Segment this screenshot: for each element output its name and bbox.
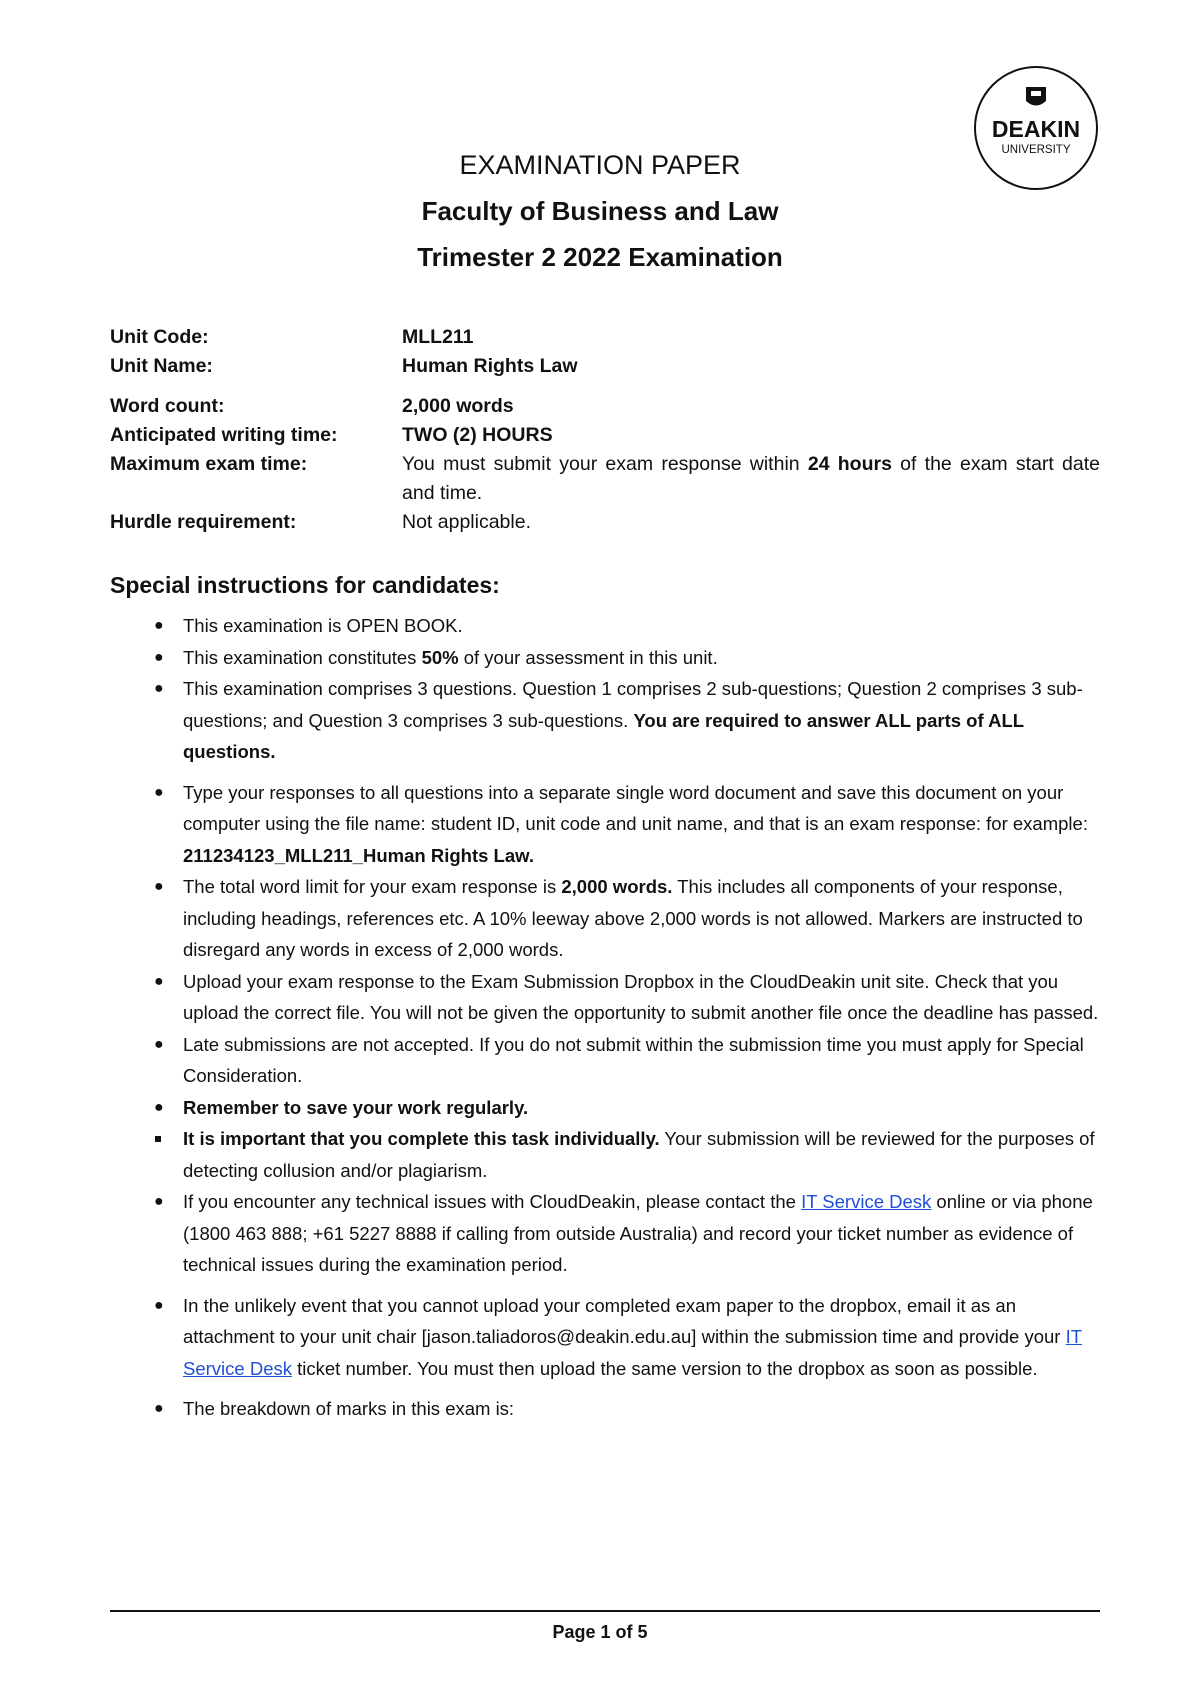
bullet-icon: ● bbox=[154, 617, 164, 634]
page-number: Page 1 of 5 bbox=[552, 1622, 648, 1642]
list-item: ● Remember to save your work regularly. bbox=[110, 1092, 1100, 1124]
list-item: ● In the unlikely event that you cannot upload your completed exam paper to the dropbox, email it as an attachment to your unit chair [jason.taliadoros@deakin.edu.au] within the submission time and provide your IT Service Desk ticket number. You must then upload the same version to the dropbox as soon as possible. bbox=[110, 1290, 1100, 1385]
unit-code-label: Unit Code: bbox=[110, 326, 209, 348]
word-count-value: 2,000 words bbox=[402, 395, 514, 417]
hurdle-label: Hurdle requirement: bbox=[110, 511, 297, 533]
word-count-label: Word count: bbox=[110, 395, 225, 417]
list-item: ● The total word limit for your exam response is 2,000 words. This includes all components of your response, including headings, references etc. A 10% leeway above 2,000 words is not allowed. Markers are instructed to disregard any words in excess of 2,000 words. bbox=[110, 871, 1100, 966]
list-item: ● Upload your exam response to the Exam Submission Dropbox in the CloudDeakin unit site. Check that you upload the correct file. You will not be given the opportunity to submit another file once the deadline has passed. bbox=[110, 966, 1100, 1029]
bullet-icon: ● bbox=[154, 972, 164, 990]
word-count-row bbox=[110, 392, 1100, 421]
max-time-label: Maximum exam time: bbox=[110, 453, 308, 475]
list-item: ● This examination constitutes 50% of your assessment in this unit. bbox=[110, 642, 1100, 674]
list-item: It is important that you complete this task individually. Your submission will be reviewed for the purposes of detecting collusion and/or plagiarism. bbox=[110, 1123, 1100, 1186]
logo-name: DEAKIN bbox=[991, 116, 1081, 142]
unit-name-value: Human Rights Law bbox=[402, 355, 578, 377]
bullet-icon: ● bbox=[154, 680, 164, 697]
hurdle-row bbox=[110, 508, 1100, 537]
list-item: ● Type your responses to all questions into a separate single word document and save this document on your computer using the file name: student ID, unit code and unit name, and that is an exam response: for example: 211234123_MLL211_Human Rights Law. bbox=[110, 777, 1100, 872]
unit-info-group-1 bbox=[110, 323, 1100, 381]
unit-code-value: MLL211 bbox=[402, 326, 474, 348]
logo-subtitle: UNIVERSITY bbox=[1001, 144, 1071, 156]
footer-divider bbox=[110, 1610, 1100, 1612]
list-item: ● If you encounter any technical issues with CloudDeakin, please contact the IT Service Desk online or via phone (1800 463 888; +61 5227 8888 if calling from outside Australia) and record your ticket number as evidence of technical issues during the examination period. bbox=[110, 1186, 1100, 1281]
list-item: ● This examination comprises 3 questions. Question 1 comprises 2 sub-questions; Question 2 comprises 3 sub-questions; and Question 3 comprises 3 sub-questions. You are required to answer ALL parts of ALL questions. bbox=[110, 673, 1100, 768]
list-item: ● This examination is OPEN BOOK. bbox=[110, 610, 1100, 642]
writing-time-value: TWO (2) HOURS bbox=[402, 424, 553, 446]
max-time-value: You must submit your exam response within 24 hours of the exam start date and time. bbox=[402, 453, 1100, 504]
unit-code-row bbox=[110, 323, 1100, 352]
crest-icon bbox=[1026, 87, 1046, 106]
bullet-icon: ● bbox=[154, 1098, 164, 1116]
special-instructions-heading: Special instructions for candidates: bbox=[110, 572, 500, 598]
unit-name-label: Unit Name: bbox=[110, 355, 213, 377]
it-service-desk-link[interactable]: IT Service Desk bbox=[801, 1191, 932, 1212]
square-bullet-icon bbox=[155, 1136, 161, 1142]
list-item: ● The breakdown of marks in this exam is: bbox=[110, 1393, 1100, 1425]
hurdle-value: Not applicable. bbox=[402, 511, 531, 533]
bullet-icon: ● bbox=[154, 1035, 164, 1053]
trimester-title: Trimester 2 2022 Examination bbox=[417, 242, 783, 272]
exam-paper-title: EXAMINATION PAPER bbox=[459, 150, 741, 180]
writing-time-label: Anticipated writing time: bbox=[110, 424, 338, 446]
faculty-title: Faculty of Business and Law bbox=[421, 196, 779, 226]
bullet-icon: ● bbox=[154, 648, 164, 666]
bullet-icon: ● bbox=[154, 1193, 164, 1210]
list-item: ● Late submissions are not accepted. If you do not submit within the submission time you must apply for Special Consideration. bbox=[110, 1029, 1100, 1092]
unit-name-row bbox=[110, 352, 1100, 381]
bullet-icon: ● bbox=[154, 878, 164, 895]
bullet-icon: ● bbox=[154, 783, 164, 801]
writing-time-row bbox=[110, 421, 1100, 450]
it-service-desk-link[interactable]: IT Service Desk bbox=[183, 1326, 1083, 1379]
bullet-icon: ● bbox=[154, 1400, 164, 1417]
instructions-list bbox=[110, 610, 1100, 1425]
max-time-row bbox=[110, 450, 1100, 508]
unit-info-group-2 bbox=[110, 392, 1100, 537]
bullet-icon: ● bbox=[154, 1296, 164, 1314]
